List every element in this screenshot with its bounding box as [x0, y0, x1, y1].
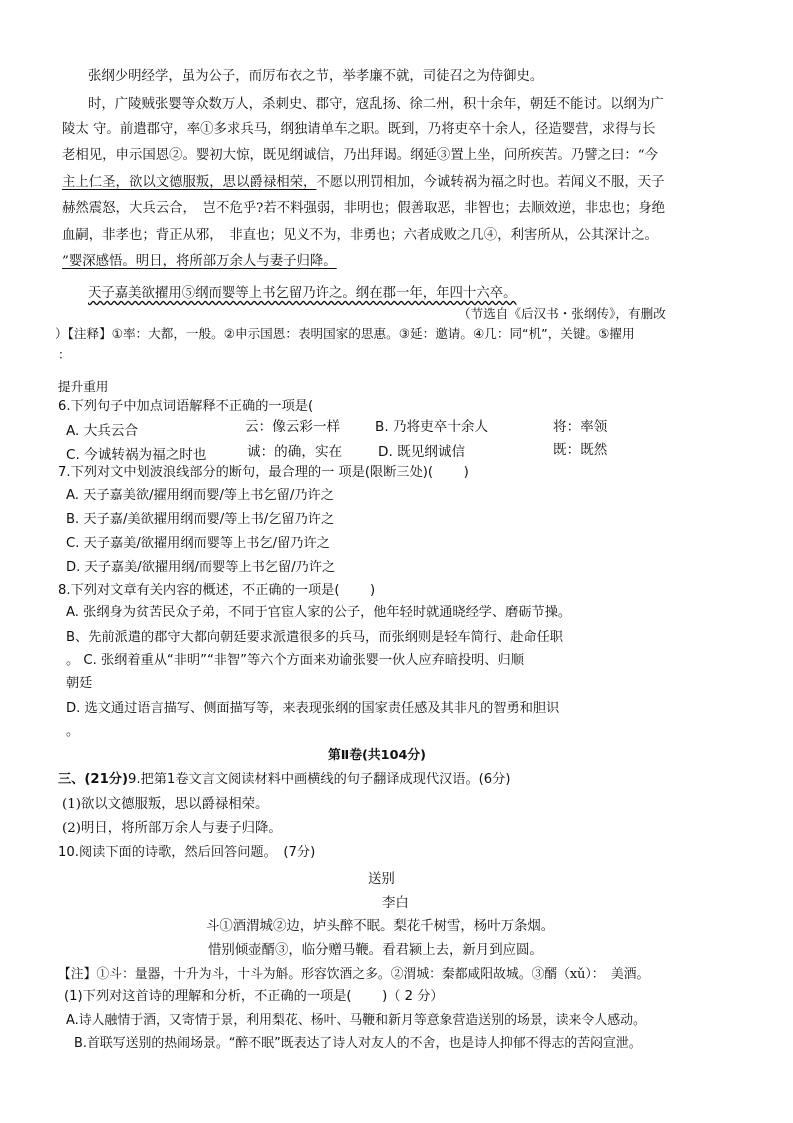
poem-author: 李白	[382, 896, 409, 911]
q8-option-b-line-1: B、先前派遣的郡守大都向朝廷要求派遣很多的兵马，而张纲则是轻车简行、赴命任职	[66, 630, 563, 645]
q8-option-a: A. 张纲身为贫苦民众子弟，不同于官宦人家的公子，他年轻时就通晓经学、磨砺节操。	[66, 605, 572, 620]
wavy-underlined-sentence: 天子嘉美欲擢用⑤纲而婴等上书乞留乃许之。纲在郡一年，年四十六卒。	[88, 286, 517, 301]
q7-option-a: A. 天子嘉美欲/擢用纲而婴/等上书乞留/乃许之	[66, 488, 334, 503]
q9-item-2: (2)明日，将所部万余人与妻子归降。	[62, 821, 282, 836]
poem-annotation: 【注】①斗：量器，十升为斗，十斗为斛。形容饮酒之多。②渭城：秦都咸阳故城。③醑（xǔ）： 美酒。	[58, 967, 650, 982]
q8-option-b-line-2: 。 C. 张纲着重从“非明”“非智”等六个方面来劝谕张婴一伙人应弃暗投明、归顺	[66, 653, 524, 668]
passage-paragraph-2-line-5: 赫然震怒，大兵云合， 岂不危乎?若不料强弱，非明也；假善取恶，非智也；去顺效逆，非忠也；身绝	[62, 201, 666, 216]
annotation-line-1: ）【注释】①率：大都，一般。②申示国恩：表明国家的思惠。③延：邀请。④几：同“机”，关键。⑤擢用	[55, 326, 635, 341]
q6-option-a-explanation: 云：像云彩一样	[245, 419, 341, 435]
q6-option-d: D. 既见纲诚信	[378, 444, 466, 460]
q6-option-c-explanation: 诚：的确，实在	[247, 444, 343, 460]
passage-paragraph-2-line-4	[62, 174, 665, 192]
passage-paragraph-2-line-1: 时，广陵贼张婴等众数万人，杀刺史、郡守，寇乱扬、徐二州，积十余年，朝廷不能讨。以纲为广	[88, 97, 664, 112]
q10-option-b: B.首联写送别的热闹场景。“醉不眠”既表达了诗人对友人的不舍，也是诗人抑郁不得志的苦闷宣泄。	[74, 1036, 642, 1051]
q6-option-d-explanation: 既：既然	[553, 442, 608, 458]
section-3-label: 三、(21分)	[58, 772, 128, 787]
section-3-heading	[58, 771, 511, 789]
passage-paragraph-3	[88, 285, 517, 303]
q7-option-c: C. 天子嘉美/欲擢用纲而婴等上书乞/留乃许之	[66, 536, 330, 551]
q8-option-b-line-3: 朝廷	[66, 676, 93, 691]
question-6-stem: 6.下列句子中加点词语解释不正确的一项是(	[58, 399, 314, 414]
poem-title: 送别	[368, 872, 395, 887]
question-9-stem: 9.把第1卷文言文阅读材料中画横线的句子翻译成现代汉语。(6分)	[127, 772, 511, 787]
question-10-stem: 10.阅读下面的诗歌，然后回答问题。 (7分)	[58, 845, 316, 860]
underlined-sentence-1: 主上仁圣，欲以文德服叛，思以爵禄相荣，	[62, 175, 317, 190]
q6-option-c: C. 今诚转祸为福之时也	[66, 447, 207, 463]
q6-option-b: B. 乃将吏卒十余人	[375, 419, 489, 435]
q6-option-a: A. 大兵云合	[66, 423, 139, 439]
passage-paragraph-2-line-2: 陵太 守。前遣郡守，率①多求兵马，纲独请单车之职。既到，乃将吏卒十余人，径造婴营，求得与长	[62, 122, 656, 137]
poem-line-2: 惜别倾壶醑③，临分赠马鞭。看君颍上去，新月到应圆。	[208, 943, 543, 958]
q7-option-b: B. 天子嘉/美欲擢用纲而婴/等上书/乞留乃许之	[66, 512, 335, 527]
q9-item-1: (1)欲以文德服叛，思以爵禄相荣。	[62, 797, 269, 812]
passage-paragraph-2-line-6: 血嗣，非孝也；背正从邪， 非直也；见义不为，非勇也；六者成败之几④，利害所从，公其深计之。	[62, 228, 658, 243]
passage-paragraph-2-line-3: 老相见，申示国恩②。婴初大惊，既见纲诚信，乃出拜谒。纲延③置上坐，问所疾苦。乃譬之曰：“今	[62, 148, 659, 163]
passage-text: 不愿以刑罚相加，今诚转祸为福之时也。若闻义不服，天子	[316, 175, 665, 190]
underlined-sentence-2: ”婴深感悟。明日，将所部万余人与妻子归降。	[62, 254, 337, 269]
poem-line-1: 斗①酒渭城②边，垆头醉不眠。梨花千树雪，杨叶万条烟。	[206, 919, 555, 934]
q10-subquestion-1: (1)下列对这首诗的理解和分析，不正确的一项是( )（ 2 分）	[64, 989, 444, 1004]
question-7-stem: 7.下列对文中划波浪线部分的断句，最合理的一 项是(限断三处)( )	[58, 465, 469, 480]
annotation-line-2: ：	[58, 347, 71, 362]
source-citation: （节选自《后汉书・张纲传》，有删改	[458, 306, 666, 321]
q6-option-b-explanation: 将：率领	[553, 419, 608, 435]
passage-paragraph-1: 张纲少明经学，虽为公子，而厉布衣之节，举孝廉不就，司徒召之为侍御史。	[88, 69, 544, 84]
question-8-stem: 8.下列对文章有关内容的概述，不正确的一项是( )	[58, 583, 376, 598]
q7-option-d: D. 天子嘉美/欲擢用纲/而婴等上书乞留/乃许之	[66, 560, 336, 575]
annotation-line-3: 提升重用	[58, 379, 109, 394]
q8-option-d-line-1: D. 选文通过语言描写、侧面描写等，来表现张纲的国家责任感及其非凡的智勇和胆识	[66, 701, 560, 716]
q10-option-a: A.诗人融情于酒，又寄情于景，利用梨花、杨叶、马鞭和新月等意象营造送别的场景，读来令人感动。	[66, 1013, 646, 1028]
part-2-title: 第Ⅱ卷(共104分)	[328, 748, 427, 763]
q8-option-d-line-2: 。	[66, 724, 80, 739]
